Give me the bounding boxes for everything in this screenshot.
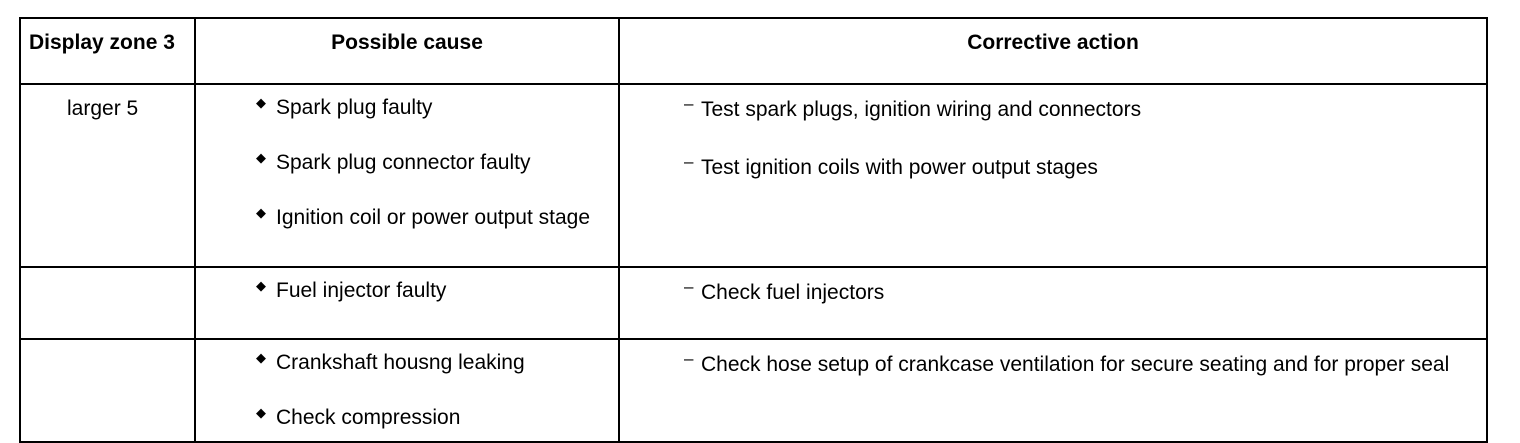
action-item: – Test spark plugs, ignition wiring and connectors: [684, 97, 1486, 123]
diagnostic-table: [19, 17, 1488, 443]
cause-item: ◆ Spark plug connector faulty: [256, 150, 618, 176]
cause-item: ◆ Ignition coil or power output stage: [256, 205, 618, 231]
cause-item: ◆ Fuel injector faulty: [256, 278, 618, 304]
action-item: – Check fuel injectors: [684, 280, 1486, 306]
header-possible-cause: Possible cause: [195, 18, 619, 84]
cause-cell: [195, 84, 619, 267]
header-corrective-action: Corrective action: [619, 18, 1487, 84]
cause-item: ◆ Spark plug faulty: [256, 95, 618, 121]
cause-cell: [195, 267, 619, 339]
action-cell: [619, 339, 1487, 442]
zone-cell: larger 5: [20, 84, 195, 267]
diamond-bullet-icon: ◆: [256, 95, 266, 110]
action-item: – Test ignition coils with power output stages: [684, 155, 1486, 181]
cause-item: ◆ Check compression: [256, 405, 618, 431]
diamond-bullet-icon: ◆: [256, 205, 266, 220]
zone-cell: [20, 267, 195, 339]
diamond-bullet-icon: ◆: [256, 278, 266, 293]
table-row: [20, 84, 1487, 267]
diamond-bullet-icon: ◆: [256, 150, 266, 165]
action-cell: [619, 84, 1487, 267]
dash-bullet-icon: –: [684, 94, 694, 113]
dash-bullet-icon: –: [684, 152, 694, 171]
cause-item: ◆ Crankshaft housng leaking: [256, 350, 618, 376]
table-row: [20, 267, 1487, 339]
header-row: [20, 18, 1487, 84]
diamond-bullet-icon: ◆: [256, 350, 266, 365]
action-cell: [619, 267, 1487, 339]
diamond-bullet-icon: ◆: [256, 405, 266, 420]
table-row: [20, 339, 1487, 442]
cause-cell: [195, 339, 619, 442]
action-item: – Check hose setup of crankcase ventilation for secure seating and for proper seal: [684, 352, 1486, 378]
dash-bullet-icon: –: [684, 277, 694, 296]
zone-cell: [20, 339, 195, 442]
dash-bullet-icon: –: [684, 349, 694, 368]
header-display-zone: Display zone 3: [20, 18, 195, 84]
